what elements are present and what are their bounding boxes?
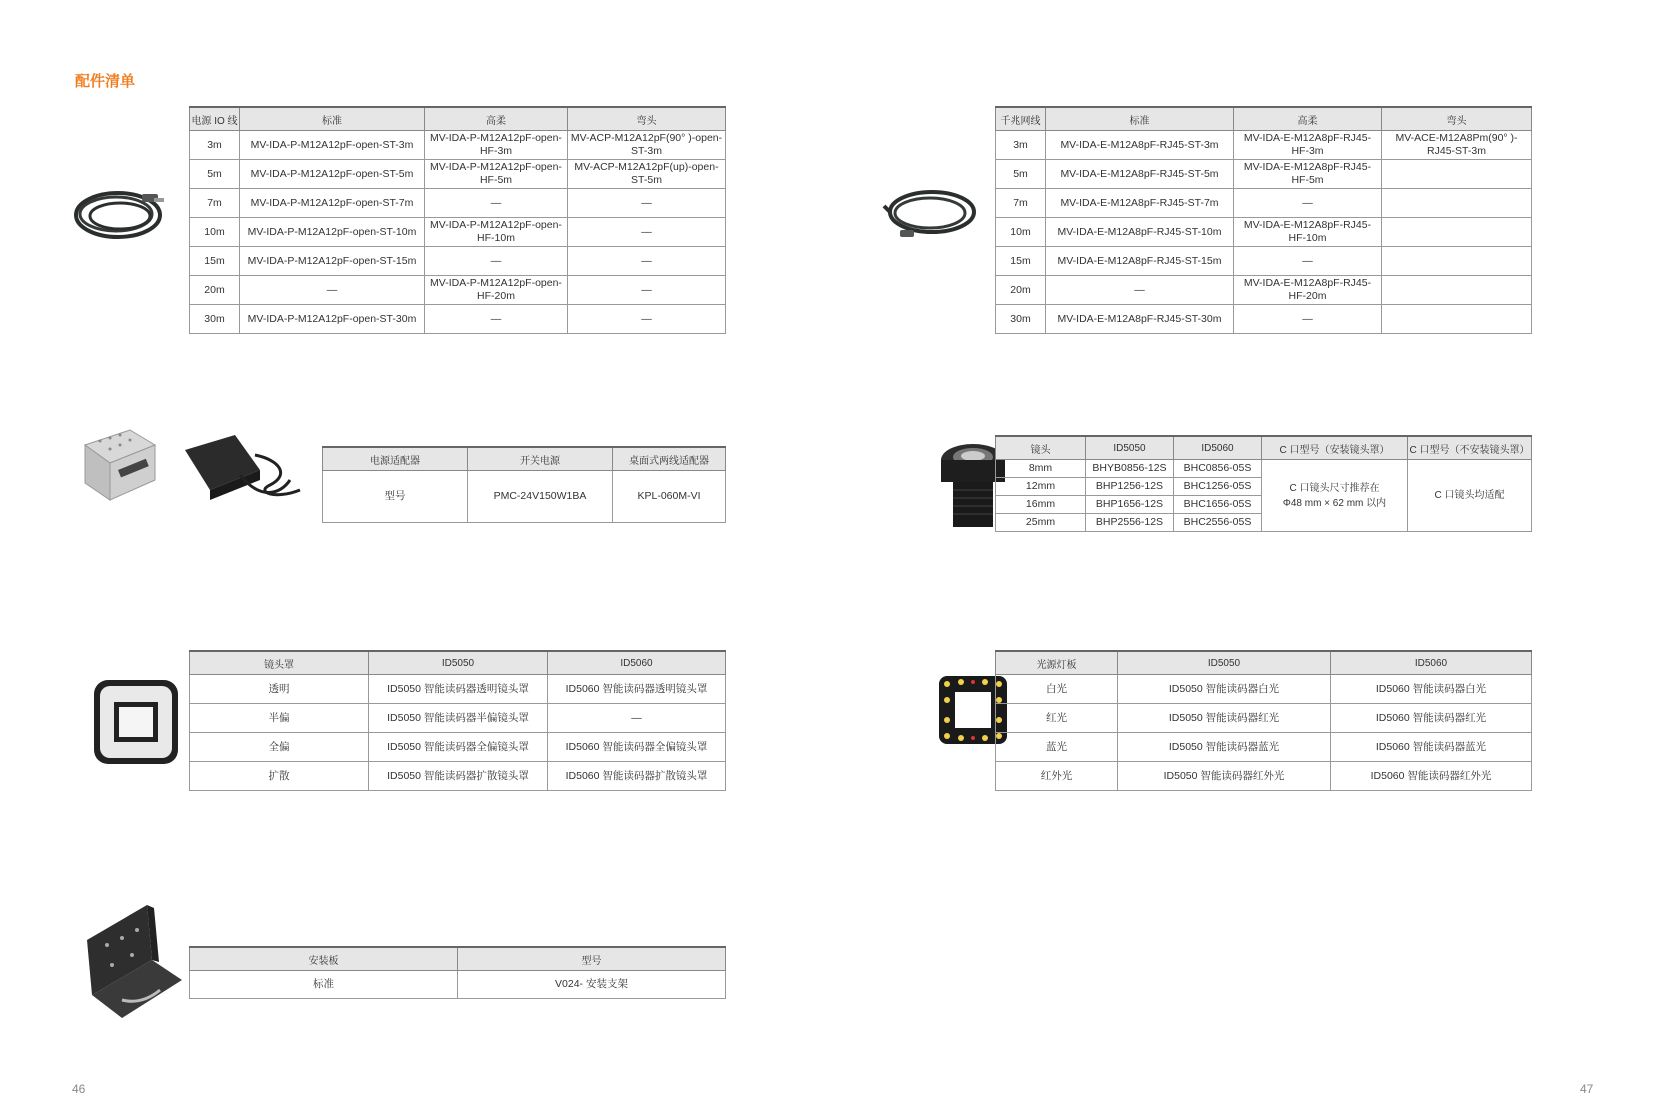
table-row — [190, 189, 726, 218]
desktop-adapter-image — [180, 430, 310, 510]
table-cell: BHP1256-12S — [1086, 478, 1174, 496]
table-cell: — — [568, 218, 726, 247]
header-cell: 千兆网线 — [996, 107, 1046, 131]
table-cell: MV-IDA-E-M12A8pF-RJ45-ST-10m — [1046, 218, 1234, 247]
table-cell: 15m — [190, 247, 240, 276]
table-cell — [1382, 276, 1532, 305]
table-cell: — — [548, 704, 726, 733]
table-cell — [1382, 305, 1532, 334]
table-cell: ID5060 智能读码器白光 — [1331, 675, 1532, 704]
table-row — [190, 160, 726, 189]
table-cell: ID5050 智能读码器透明镜头罩 — [369, 675, 548, 704]
section-title: 配件清单 — [75, 73, 136, 90]
header-cell: ID5060 — [1331, 651, 1532, 675]
table-cell: ID5050 智能读码器白光 — [1118, 675, 1331, 704]
header-cell: 安装板 — [190, 947, 458, 971]
header-cell: 开关电源 — [468, 447, 613, 471]
table-cell: ID5060 智能读码器透明镜头罩 — [548, 675, 726, 704]
table-cell: MV-IDA-E-M12A8pF-RJ45-ST-7m — [1046, 189, 1234, 218]
table-cell: 红外光 — [996, 762, 1118, 791]
header-cell: ID5060 — [548, 651, 726, 675]
table-cell: MV-IDA-P-M12A12pF-open-ST-5m — [240, 160, 425, 189]
header-cell: 标准 — [240, 107, 425, 131]
table-cell: 16mm — [996, 496, 1086, 514]
power-adapter-table — [322, 446, 726, 523]
lens-mount-note-line1: C 口镜头尺寸推荐在 — [1289, 482, 1380, 494]
table-cell: MV-IDA-E-M12A8pF-RJ45-ST-5m — [1046, 160, 1234, 189]
table-row — [190, 675, 726, 704]
table-cell: ID5050 智能读码器蓝光 — [1118, 733, 1331, 762]
header-cell: ID5050 — [1118, 651, 1331, 675]
table-cell: BHP1656-12S — [1086, 496, 1174, 514]
table-cell: BHP2556-12S — [1086, 514, 1174, 532]
io-cable-table — [189, 106, 726, 334]
table-row — [996, 189, 1532, 218]
table-cell: — — [1234, 305, 1382, 334]
header-cell: 桌面式两线适配器 — [613, 447, 726, 471]
table-row — [996, 276, 1532, 305]
table-row — [190, 305, 726, 334]
table-cell: — — [1234, 189, 1382, 218]
table-cell: MV-IDA-E-M12A8pF-RJ45-ST-3m — [1046, 131, 1234, 160]
table-cell: 10m — [996, 218, 1046, 247]
table-cell: — — [425, 305, 568, 334]
table-cell: 白光 — [996, 675, 1118, 704]
mounting-bracket-image — [82, 900, 187, 1025]
table-cell: 12mm — [996, 478, 1086, 496]
header-cell: 镜头罩 — [190, 651, 369, 675]
header-cell: 弯头 — [568, 107, 726, 131]
table-cell: MV-IDA-E-M12A8pF-RJ45-HF-5m — [1234, 160, 1382, 189]
table-cell — [1382, 247, 1532, 276]
table-cell: MV-IDA-P-M12A12pF-open-ST-3m — [240, 131, 425, 160]
lens-mount-note — [1262, 460, 1408, 532]
ethernet-cable-image — [880, 182, 980, 252]
table-row — [190, 218, 726, 247]
table-row — [996, 733, 1532, 762]
table-cell: 型号 — [323, 471, 468, 523]
table-cell: BHC1656-05S — [1174, 496, 1262, 514]
header-cell: C 口型号（安装镜头罩） — [1262, 436, 1408, 460]
table-cell: ID5050 智能读码器扩散镜头罩 — [369, 762, 548, 791]
table-row — [996, 305, 1532, 334]
table-cell: MV-IDA-E-M12A8pF-RJ45-HF-20m — [1234, 276, 1382, 305]
table-row — [190, 762, 726, 791]
table-cell: 透明 — [190, 675, 369, 704]
table-cell: ID5060 智能读码器扩散镜头罩 — [548, 762, 726, 791]
lens-no-mount-note: C 口镜头均适配 — [1408, 460, 1532, 532]
table-cell: — — [425, 247, 568, 276]
table-row — [996, 131, 1532, 160]
table-cell: MV-IDA-P-M12A12pF-open-ST-30m — [240, 305, 425, 334]
table-row — [190, 131, 726, 160]
table-cell: MV-IDA-P-M12A12pF-open-HF-3m — [425, 131, 568, 160]
table-cell: — — [240, 276, 425, 305]
table-cell: MV-IDA-E-M12A8pF-RJ45-HF-3m — [1234, 131, 1382, 160]
table-row — [996, 675, 1532, 704]
header-cell: 型号 — [458, 947, 726, 971]
table-cell: MV-IDA-P-M12A12pF-open-HF-20m — [425, 276, 568, 305]
header-cell: 标准 — [1046, 107, 1234, 131]
page-number-right: 47 — [1580, 1082, 1594, 1096]
table-row — [996, 160, 1532, 189]
table-row — [190, 704, 726, 733]
table-cell: BHC0856-05S — [1174, 460, 1262, 478]
table-cell: MV-ACE-M12A8Pm(90° )-RJ45-ST-3m — [1382, 131, 1532, 160]
table-cell: 8mm — [996, 460, 1086, 478]
header-cell: 电源 IO 线 — [190, 107, 240, 131]
header-cell: 电源适配器 — [323, 447, 468, 471]
table-cell: MV-ACP-M12A12pF(90° )-open-ST-3m — [568, 131, 726, 160]
header-cell: C 口型号（不安装镜头罩） — [1408, 436, 1532, 460]
table-cell: 10m — [190, 218, 240, 247]
table-cell: ID5060 智能读码器红外光 — [1331, 762, 1532, 791]
table-cell: — — [568, 247, 726, 276]
ethernet-cable-table — [995, 106, 1532, 334]
table-cell — [1382, 160, 1532, 189]
table-cell: 5m — [190, 160, 240, 189]
table-cell: PMC-24V150W1BA — [468, 471, 613, 523]
lens-mount-note-line2: Φ48 mm × 62 mm 以内 — [1282, 497, 1387, 509]
table-cell: BHC2556-05S — [1174, 514, 1262, 532]
table-row — [996, 762, 1532, 791]
table-cell: ID5050 智能读码器红外光 — [1118, 762, 1331, 791]
table-row — [996, 218, 1532, 247]
table-cell: MV-IDA-P-M12A12pF-open-ST-7m — [240, 189, 425, 218]
table-cell: 红光 — [996, 704, 1118, 733]
header-cell: 高柔 — [425, 107, 568, 131]
table-cell: BHC1256-05S — [1174, 478, 1262, 496]
table-cell: — — [1234, 247, 1382, 276]
table-row — [190, 276, 726, 305]
table-row — [996, 704, 1532, 733]
header-cell: 高柔 — [1234, 107, 1382, 131]
table-cell: ID5050 智能读码器全偏镜头罩 — [369, 733, 548, 762]
header-cell: 光源灯板 — [996, 651, 1118, 675]
table-cell: 3m — [190, 131, 240, 160]
table-cell: 25mm — [996, 514, 1086, 532]
table-cell: 15m — [996, 247, 1046, 276]
page-number-left: 46 — [72, 1082, 86, 1096]
table-cell: 标准 — [190, 971, 458, 999]
table-cell: ID5060 智能读码器红光 — [1331, 704, 1532, 733]
table-cell: 5m — [996, 160, 1046, 189]
table-cell: MV-IDA-P-M12A12pF-open-HF-10m — [425, 218, 568, 247]
table-cell: — — [1046, 276, 1234, 305]
table-cell: 全偏 — [190, 733, 369, 762]
table-cell: 7m — [996, 189, 1046, 218]
table-cell: 20m — [996, 276, 1046, 305]
table-cell: — — [568, 276, 726, 305]
header-cell: 镜头 — [996, 436, 1086, 460]
table-cell: 30m — [190, 305, 240, 334]
header-cell: ID5060 — [1174, 436, 1262, 460]
header-cell: ID5050 — [1086, 436, 1174, 460]
switch-power-supply-image — [80, 425, 160, 505]
table-cell: ID5060 智能读码器蓝光 — [1331, 733, 1532, 762]
table-cell: 30m — [996, 305, 1046, 334]
header-cell: 弯头 — [1382, 107, 1532, 131]
io-cable-image — [70, 180, 170, 250]
table-cell: ID5050 智能读码器半偏镜头罩 — [369, 704, 548, 733]
light-board-table — [995, 650, 1532, 791]
table-cell: V024- 安装支架 — [458, 971, 726, 999]
table-cell: — — [568, 189, 726, 218]
table-cell: MV-IDA-P-M12A12pF-open-ST-15m — [240, 247, 425, 276]
lens-cover-image — [88, 670, 184, 770]
table-cell: BHYB0856-12S — [1086, 460, 1174, 478]
table-cell: MV-IDA-P-M12A12pF-open-HF-5m — [425, 160, 568, 189]
table-cell: — — [568, 305, 726, 334]
table-cell — [1382, 218, 1532, 247]
table-cell: ID5060 智能读码器全偏镜头罩 — [548, 733, 726, 762]
table-cell: MV-IDA-E-M12A8pF-RJ45-ST-30m — [1046, 305, 1234, 334]
table-cell: 3m — [996, 131, 1046, 160]
table-cell: — — [425, 189, 568, 218]
table-cell: ID5050 智能读码器红光 — [1118, 704, 1331, 733]
table-cell: MV-IDA-P-M12A12pF-open-ST-10m — [240, 218, 425, 247]
table-row — [190, 733, 726, 762]
table-cell: 20m — [190, 276, 240, 305]
table-cell — [1382, 189, 1532, 218]
header-cell: ID5050 — [369, 651, 548, 675]
lens-table — [995, 435, 1532, 532]
mounting-bracket-table — [189, 946, 726, 999]
table-cell: MV-IDA-E-M12A8pF-RJ45-ST-15m — [1046, 247, 1234, 276]
table-cell: MV-IDA-E-M12A8pF-RJ45-HF-10m — [1234, 218, 1382, 247]
table-cell: MV-ACP-M12A12pF(up)-open-ST-5m — [568, 160, 726, 189]
lens-cover-table — [189, 650, 726, 791]
table-row — [996, 247, 1532, 276]
table-cell: 蓝光 — [996, 733, 1118, 762]
table-cell: 7m — [190, 189, 240, 218]
table-cell: KPL-060M-VI — [613, 471, 726, 523]
table-row — [190, 247, 726, 276]
table-cell: 扩散 — [190, 762, 369, 791]
table-cell: 半偏 — [190, 704, 369, 733]
